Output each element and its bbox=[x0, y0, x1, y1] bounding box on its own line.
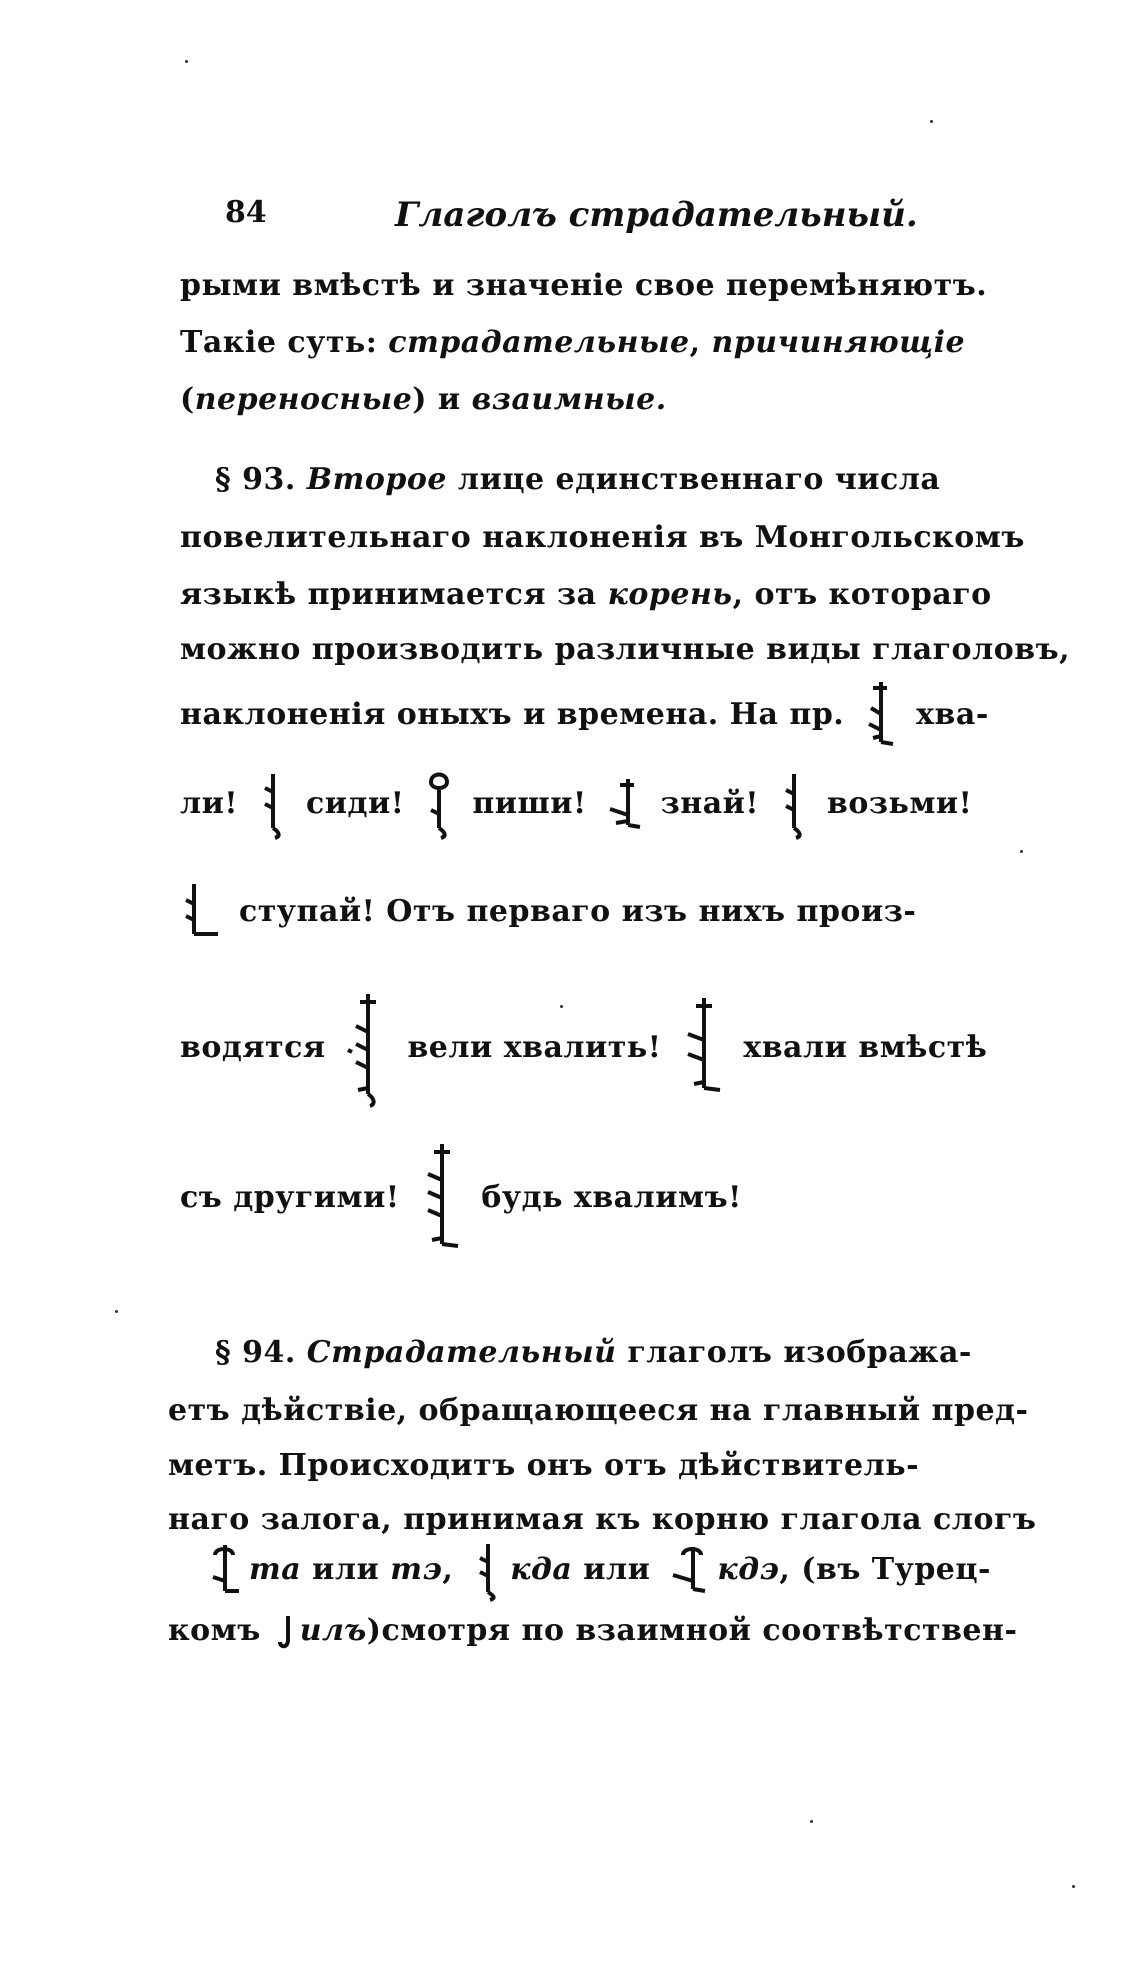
turkic-glyph-icon bbox=[276, 1612, 296, 1652]
section-mark: § 94. bbox=[215, 1335, 307, 1370]
paper-speck bbox=[930, 120, 933, 123]
text-line bbox=[215, 462, 940, 497]
italic-term: корень bbox=[607, 577, 733, 612]
text-span: ( bbox=[180, 382, 195, 417]
text-span: лице единственнаго числа bbox=[446, 462, 941, 497]
text-line bbox=[180, 382, 667, 417]
running-title: Глаголъ страдательный. bbox=[395, 195, 918, 235]
paper-speck bbox=[1072, 1885, 1075, 1888]
mongolian-glyph-icon bbox=[205, 1541, 241, 1601]
mongolian-glyph-icon bbox=[863, 678, 897, 754]
text-line bbox=[205, 1540, 991, 1602]
paper-speck bbox=[1020, 850, 1023, 853]
text-line bbox=[168, 1502, 1036, 1537]
text-line bbox=[180, 770, 972, 840]
text-span: наклоненія оныхъ и времена. На пр. bbox=[180, 697, 845, 732]
text-span: метъ. Происходитъ онъ отъ дѣйствитель- bbox=[168, 1448, 920, 1483]
text-line bbox=[180, 990, 987, 1108]
text-span: хвали вмѣстѣ bbox=[743, 1030, 988, 1065]
text-span: ли! bbox=[180, 786, 239, 821]
text-span: сиди! bbox=[305, 786, 405, 821]
text-span: или bbox=[301, 1552, 391, 1587]
italic-term: тэ bbox=[390, 1552, 443, 1587]
text-span: , (въ Турец- bbox=[779, 1552, 991, 1587]
text-line bbox=[168, 1612, 1017, 1652]
text-span: пиши! bbox=[472, 786, 587, 821]
mongolian-glyph-icon bbox=[680, 994, 724, 1104]
text-span: глаголъ изобража- bbox=[616, 1335, 972, 1370]
text-span: наго залога, принимая къ корню глагола слогъ bbox=[168, 1502, 1037, 1537]
text-line bbox=[215, 1335, 972, 1370]
text-line bbox=[168, 1393, 1029, 1428]
mongolian-glyph-icon bbox=[606, 775, 642, 835]
text-line bbox=[180, 632, 1070, 667]
text-span: повелительнаго наклоненія въ Монгольскомъ bbox=[180, 520, 1025, 555]
mongolian-glyph-icon bbox=[180, 880, 220, 946]
text-line bbox=[180, 325, 965, 360]
text-span: съ другими! bbox=[180, 1180, 400, 1215]
italic-term: Страдательный bbox=[306, 1335, 617, 1370]
text-line bbox=[180, 520, 1025, 555]
text-span: ступай! Отъ перваго изъ нихъ произ- bbox=[238, 894, 917, 929]
text-span: )смотря по взаимной соотвѣтствен- bbox=[366, 1613, 1018, 1648]
italic-term: взаимные. bbox=[471, 382, 667, 417]
text-line bbox=[180, 577, 992, 612]
paper-speck bbox=[810, 1820, 813, 1823]
text-span: ) и bbox=[412, 382, 472, 417]
italic-term: причиняющіе bbox=[711, 325, 966, 360]
text-line bbox=[180, 880, 916, 946]
text-span: комъ bbox=[168, 1613, 261, 1648]
text-span: рыми вмѣстѣ и значеніе свое перемѣняютъ. bbox=[180, 268, 988, 303]
page-number: 84 bbox=[225, 195, 267, 230]
paper-speck bbox=[560, 1005, 563, 1008]
mongolian-glyph-icon bbox=[257, 770, 287, 840]
text-span: Такіе суть: bbox=[180, 325, 389, 360]
italic-term: Второе bbox=[306, 462, 447, 497]
section-mark: § 93. bbox=[215, 462, 307, 497]
text-span: , bbox=[689, 325, 712, 360]
text-span: етъ дѣйствіе, обращающееся на главный пред- bbox=[168, 1393, 1029, 1428]
text-line bbox=[180, 1140, 742, 1258]
italic-term: та bbox=[249, 1552, 302, 1587]
mongolian-glyph-icon bbox=[344, 990, 388, 1108]
italic-term: кдэ bbox=[717, 1552, 780, 1587]
text-span: языкѣ принимается за bbox=[180, 577, 608, 612]
text-span: будь хвалимъ! bbox=[481, 1180, 742, 1215]
text-line bbox=[180, 678, 989, 754]
mongolian-glyph-icon bbox=[669, 1543, 709, 1599]
text-span: можно производить различные виды глаголовъ, bbox=[180, 632, 1071, 667]
italic-term: страдательные bbox=[388, 325, 690, 360]
text-span: знай! bbox=[660, 786, 760, 821]
text-span: , отъ котораго bbox=[732, 577, 992, 612]
running-head bbox=[225, 195, 925, 235]
paper-speck bbox=[115, 1310, 118, 1313]
mongolian-glyph-icon bbox=[778, 770, 808, 840]
paper-speck bbox=[185, 60, 188, 63]
mongolian-glyph-icon bbox=[418, 1140, 462, 1258]
text-span: возьми! bbox=[826, 786, 973, 821]
text-span: водятся bbox=[180, 1030, 326, 1065]
italic-term: кда bbox=[510, 1552, 573, 1587]
text-line bbox=[168, 1448, 919, 1483]
mongolian-glyph-icon bbox=[472, 1540, 502, 1602]
text-span: хва- bbox=[916, 697, 989, 732]
italic-term: илъ bbox=[299, 1613, 367, 1648]
text-span: , bbox=[442, 1552, 465, 1587]
text-span: или bbox=[572, 1552, 651, 1587]
text-line bbox=[180, 268, 987, 303]
mongolian-glyph-icon bbox=[423, 770, 453, 840]
italic-term: переносные bbox=[194, 382, 413, 417]
text-span: вели хвалить! bbox=[407, 1030, 662, 1065]
